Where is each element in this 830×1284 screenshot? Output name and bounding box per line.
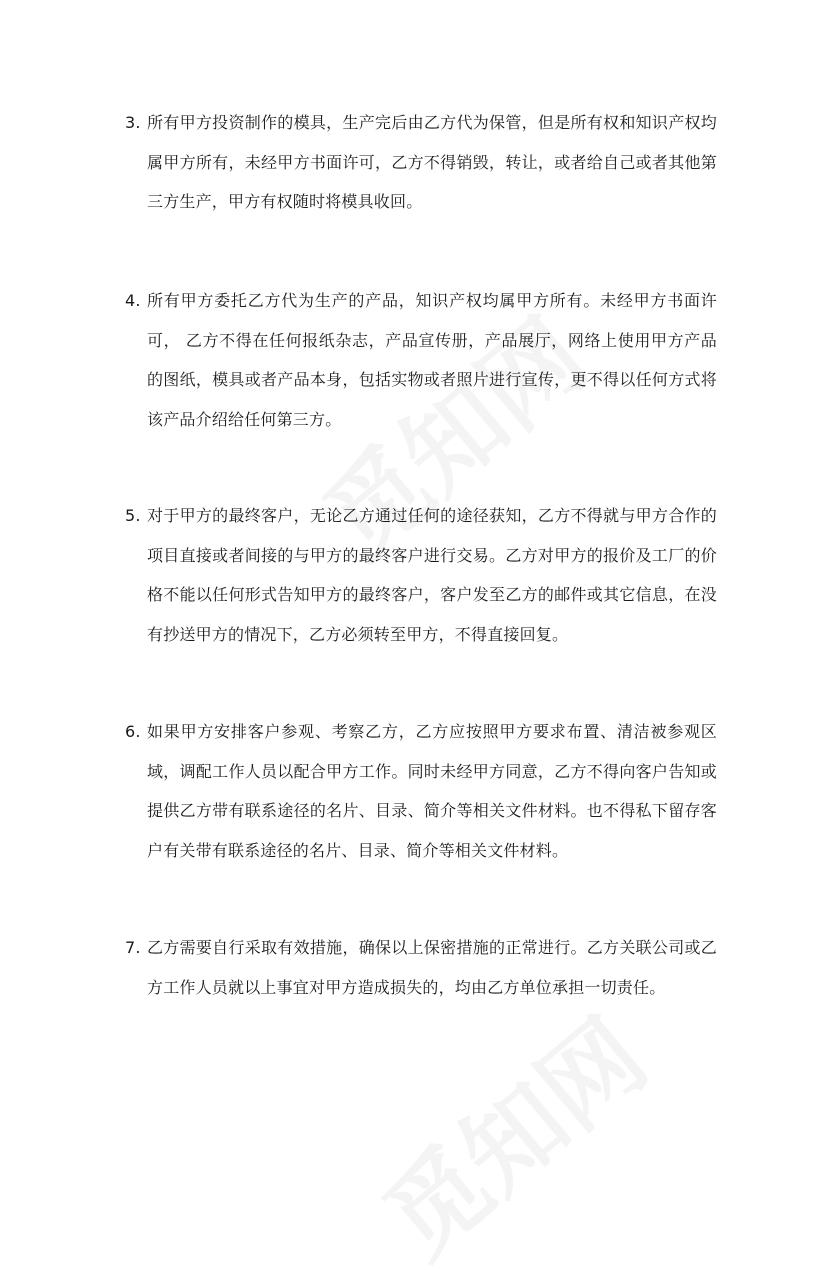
clause-number: 6. (125, 722, 141, 741)
clause-text: 如果甲方安排客户参观、考察乙方，乙方应按照甲方要求布置、清洁被参观区域，调配工作人员以配合甲方工作。同时未经甲方同意，乙方不得向客户告知或提供乙方带有联系途径的名片、目录、简介等相关文件材料。也不得私下留存客户有关带有联系途径的名片、目录、简介等相关文件材料。 (147, 722, 717, 860)
clause-number: 7. (125, 938, 141, 957)
clause-4 (125, 281, 717, 439)
clause-text: 所有甲方委托乙方代为生产的产品，知识产权均属甲方所有。未经甲方书面许可， 乙方不得在任何报纸杂志，产品宣传册，产品展厅，网络上使用甲方产品的图纸，模具或者产品本身，包括实物或者照片进行宣传，更不得以任何方式将该产品介绍给任何第三方。 (147, 291, 717, 429)
clause-text: 乙方需要自行采取有效措施，确保以上保密措施的正常进行。乙方关联公司或乙方工作人员就以上事宜对甲方造成损失的，均由乙方单位承担一切责任。 (147, 938, 717, 997)
clause-text: 对于甲方的最终客户，无论乙方通过任何的途径获知，乙方不得就与甲方合作的项目直接或者间接的与甲方的最终客户进行交易。乙方对甲方的报价及工厂的价格不能以任何形式告知甲方的最终客户，客户发至乙方的邮件或其它信息，在没有抄送甲方的情况下，乙方必须转至甲方，不得直接回复。 (147, 506, 717, 644)
clause-7 (125, 928, 717, 1007)
clause-number: 3. (125, 113, 141, 132)
watermark (349, 980, 671, 1283)
clause-3 (125, 103, 717, 222)
clause-6 (125, 712, 717, 870)
clause-number: 4. (125, 291, 141, 310)
clause-5 (125, 496, 717, 654)
clause-text: 所有甲方投资制作的模具，生产完后由乙方代为保管，但是所有权和知识产权均属甲方所有，未经甲方书面许可，乙方不得销毁，转让，或者给自己或者其他第三方生产，甲方有权随时将模具收回。 (147, 113, 717, 211)
clause-number: 5. (125, 506, 141, 525)
